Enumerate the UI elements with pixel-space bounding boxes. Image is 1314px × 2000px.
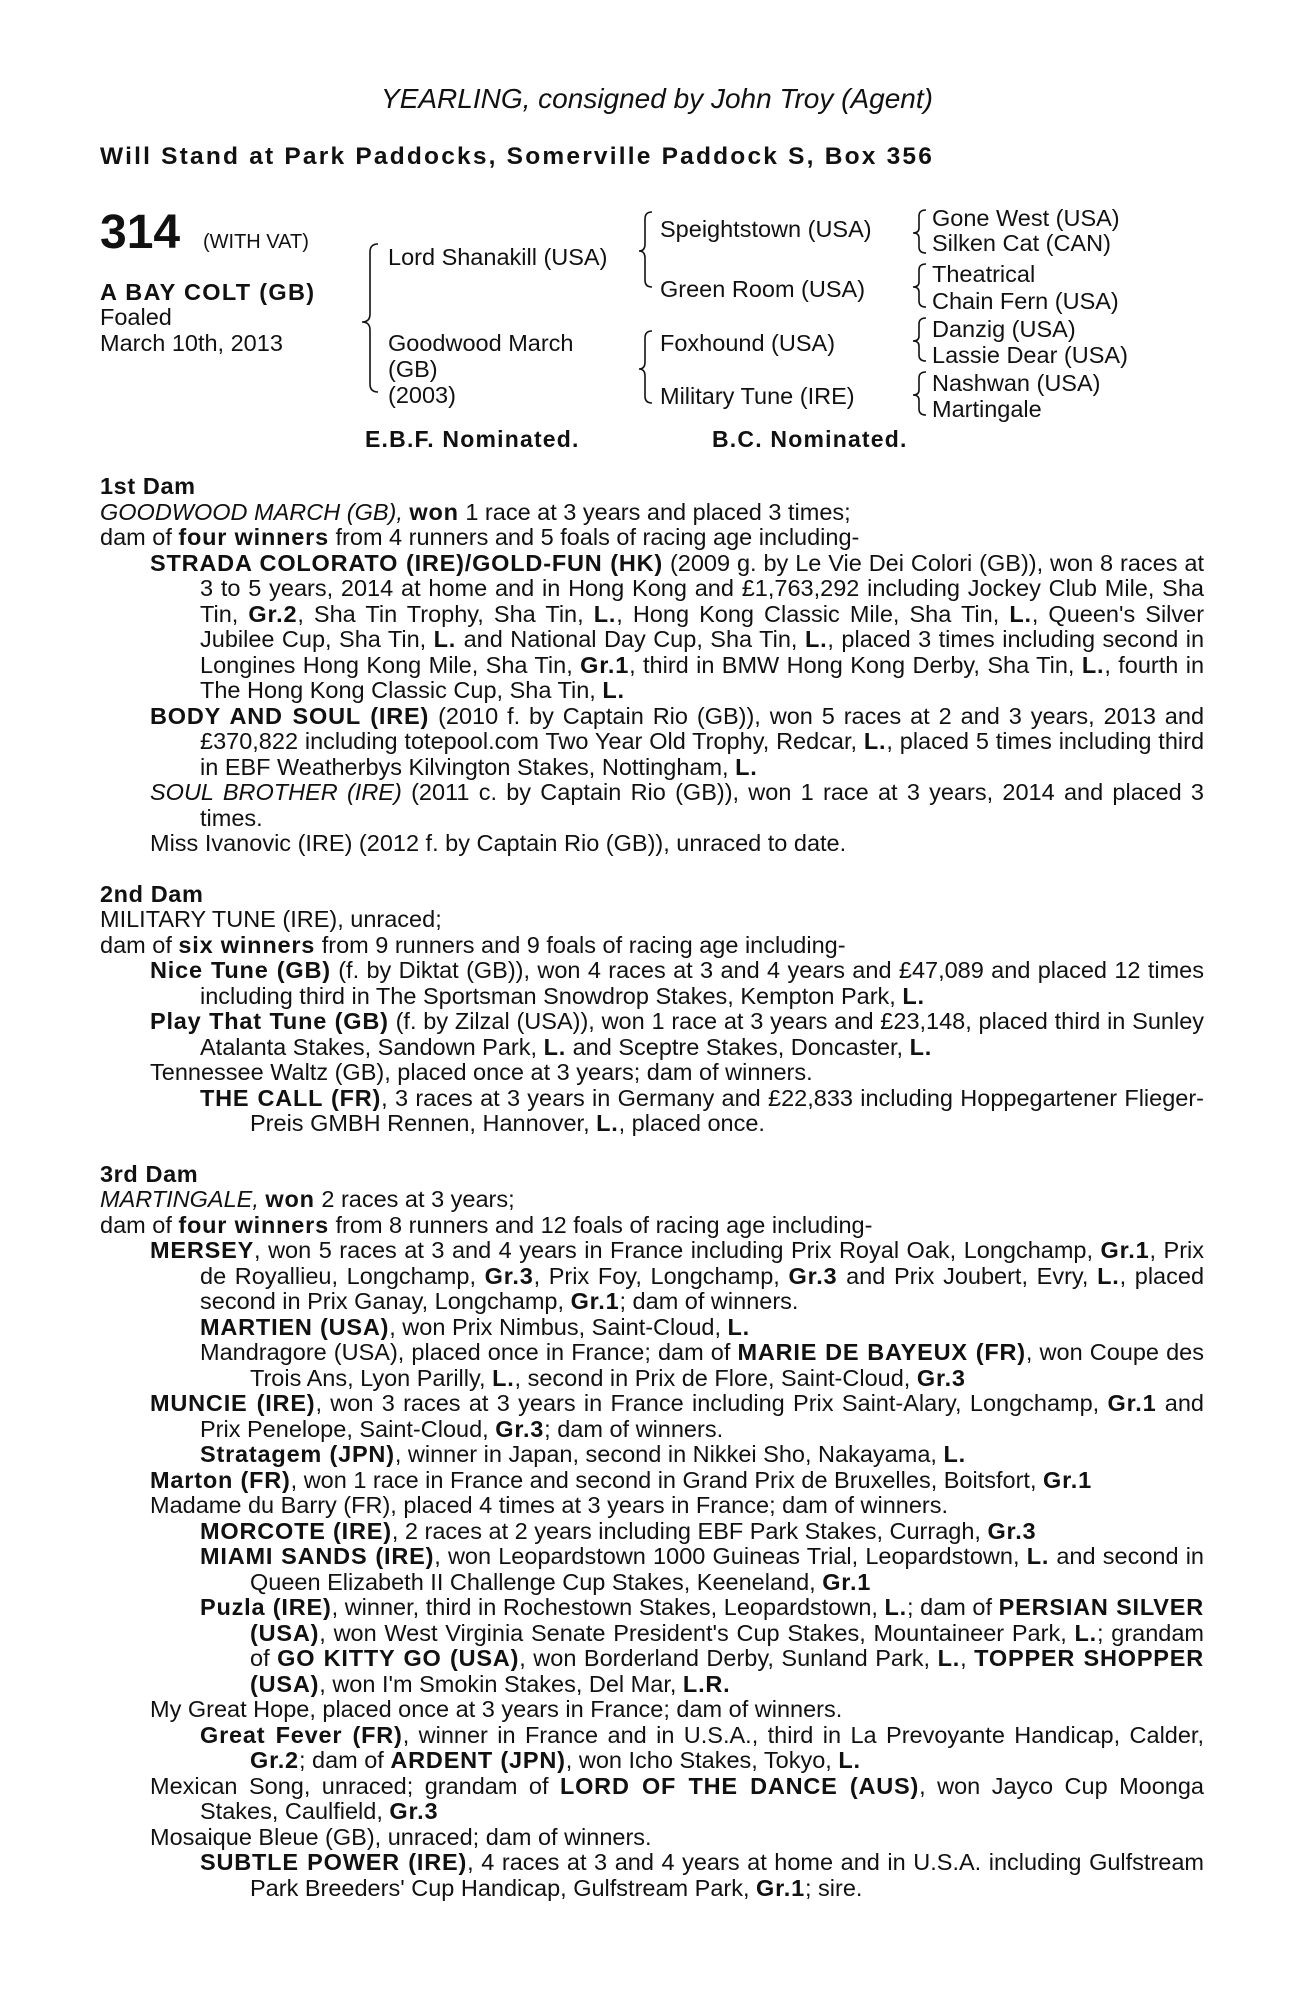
pedigree-g5: Danzig (USA) bbox=[932, 316, 1076, 342]
produce-entry bbox=[100, 1519, 1204, 1545]
grade: L. bbox=[1081, 651, 1105, 678]
race-text: and Sceptre Stakes, Doncaster, bbox=[572, 1033, 904, 1060]
race-text: , won Jayco Cup Moonga Stakes, Caulfield, bbox=[200, 1772, 1205, 1824]
horse-name: STRADA COLORATO (IRE)/GOLD-FUN (HK) bbox=[150, 549, 664, 576]
grade: Gr.1 bbox=[570, 1288, 620, 1314]
pedigree-sire: Lord Shanakill (USA) bbox=[388, 244, 608, 270]
produce-record bbox=[100, 474, 1204, 1901]
race-text: , bbox=[960, 1645, 967, 1671]
race-text: , second in Prix de Flore, Saint-Cloud, bbox=[514, 1364, 911, 1391]
pedigree-sire-sire: Speightstown (USA) bbox=[660, 216, 872, 242]
horse-name: Marton (FR) bbox=[150, 1466, 291, 1493]
grade: L. bbox=[884, 1594, 908, 1620]
pedigree-g8: Martingale bbox=[932, 396, 1042, 422]
race-text: , Prix Foy, Longchamp, bbox=[533, 1262, 780, 1289]
third-dam-produce-line bbox=[100, 1213, 1204, 1239]
horse-name: Stratagem (JPN) bbox=[200, 1441, 395, 1467]
race-text: , won 5 races at 3 and 4 years in France including Prix Royal Oak, Longchamp, bbox=[254, 1237, 1094, 1263]
pedigree-g2: Silken Cat (CAN) bbox=[932, 230, 1111, 256]
horse-name: TOPPER SHOPPER (USA) bbox=[250, 1645, 1205, 1697]
pedigree-dam-line2: (GB) bbox=[388, 356, 438, 382]
produce-entry bbox=[100, 1315, 1204, 1341]
produce-entry bbox=[100, 551, 1204, 704]
dam-of: dam of bbox=[100, 524, 172, 550]
foals-summary: from 9 runners and 9 foals of racing age including- bbox=[321, 931, 846, 958]
pedigree-g6: Lassie Dear (USA) bbox=[932, 342, 1128, 368]
race-text: , winner, third in Rochestown Stakes, Leopardstown, bbox=[331, 1594, 878, 1620]
horse-name: Puzla (IRE) bbox=[200, 1594, 332, 1620]
grade: L. bbox=[804, 626, 828, 652]
grade: Gr.3 bbox=[788, 1262, 838, 1289]
third-dam-record: 2 races at 3 years; bbox=[321, 1186, 515, 1212]
grade: L. bbox=[1009, 600, 1032, 627]
pedigree-g7: Nashwan (USA) bbox=[932, 370, 1101, 396]
horse-name: MIAMI SANDS (IRE) bbox=[200, 1543, 435, 1569]
consignor-line: YEARLING, consigned by John Troy (Agent) bbox=[381, 83, 933, 114]
horse-name: MUNCIE (IRE) bbox=[150, 1390, 316, 1416]
race-text: and Prix Penelope, Saint-Cloud, bbox=[200, 1390, 1204, 1442]
grade: Gr.3 bbox=[389, 1798, 439, 1824]
second-dam-produce-line bbox=[100, 933, 1204, 959]
horse-name: MARTIEN (USA) bbox=[200, 1313, 390, 1340]
race-text: , 4 races at 3 and 4 years at home and in U.S.A. including Gulfstream Park Breeders' Cup Handicap, Gulfstream Park, bbox=[250, 1849, 1204, 1901]
produce-entry bbox=[100, 704, 1204, 781]
race-text: (f. by Zilzal (USA)), won 1 race at 3 years and £23,148, placed third in Sunley Atalanta Stakes, Sandown Park, bbox=[200, 1008, 1205, 1060]
first-dam-name: GOODWOOD MARCH (GB), bbox=[100, 498, 403, 525]
produce-entry bbox=[100, 1723, 1204, 1774]
race-text: (f. by Diktat (GB)), won 4 races at 3 and 4 years and £47,089 and placed 12 times including third in The Sportsman Snowdrop Stakes, Kempton Park, bbox=[200, 957, 1204, 1009]
produce-entry bbox=[100, 1442, 1204, 1468]
second-dam-heading: 2nd Dam bbox=[100, 880, 204, 907]
produce-entry bbox=[100, 780, 1204, 831]
won-label: won bbox=[265, 1186, 315, 1212]
horse-name: THE CALL (FR) bbox=[200, 1084, 382, 1111]
race-text: (2009 g. by Le Vie Dei Colori (GB)), won 8 races at 3 to 5 years, 2014 at home and in Hong Kong and £1,763,292 including Jockey Club Mile, Sha Tin, bbox=[200, 549, 1205, 627]
pedigree-g3: Theatrical bbox=[932, 261, 1036, 287]
race-text: , placed 5 times including third in EBF Weatherbys Kilvington Stakes, Nottingham, bbox=[200, 728, 1205, 780]
grade: L. bbox=[492, 1364, 515, 1391]
race-text: and second in Queen Elizabeth II Challenge Cup Stakes, Keeneland, bbox=[250, 1543, 1204, 1595]
race-text: , won I'm Smokin Stakes, Del Mar, bbox=[319, 1670, 677, 1697]
second-dam-line: MILITARY TUNE (IRE), unraced; bbox=[100, 906, 442, 932]
foals-summary: from 8 runners and 12 foals of racing age including- bbox=[335, 1211, 873, 1238]
produce-entry bbox=[100, 1544, 1204, 1595]
race-text: , 3 races at 3 years in Germany and £22,833 including Hoppegartener Flieger-Preis GMBH Rennen, Hannover, bbox=[250, 1084, 1204, 1136]
horse-name: Nice Tune (GB) bbox=[150, 957, 331, 983]
third-dam-line bbox=[100, 1187, 1204, 1213]
won-label: won bbox=[409, 498, 459, 525]
pedigree-g1: Gone West (USA) bbox=[932, 205, 1120, 231]
produce-entry bbox=[100, 958, 1204, 1009]
produce-entry bbox=[100, 1774, 1204, 1825]
race-text: , placed once. bbox=[618, 1110, 765, 1136]
winner-count: six winners bbox=[178, 931, 316, 958]
horse-name: MERSEY bbox=[150, 1237, 255, 1263]
grade: L. bbox=[1026, 1543, 1050, 1569]
produce-entry bbox=[100, 1086, 1204, 1137]
grade: Gr.1 bbox=[1100, 1237, 1150, 1263]
race-text: ; dam of winners. bbox=[544, 1415, 724, 1442]
first-dam-record: 1 race at 3 years and placed 3 times; bbox=[465, 498, 851, 525]
pedigree-dam-line3: (2003) bbox=[388, 382, 456, 408]
first-dam-produce-line bbox=[100, 525, 1204, 551]
horse-name: BODY AND SOUL (IRE) bbox=[150, 702, 430, 729]
race-text: , winner in Japan, second in Nikkei Sho, Nakayama, bbox=[394, 1441, 937, 1467]
first-dam-line bbox=[100, 500, 1204, 526]
produce-entry bbox=[100, 1850, 1204, 1901]
produce-entry: Madame du Barry (FR), placed 4 times at 3 years in France; dam of winners. bbox=[150, 1492, 949, 1518]
grade: L. bbox=[909, 1033, 933, 1060]
race-text: , won 3 races at 3 years in France including Prix Saint-Alary, Longchamp, bbox=[315, 1390, 1100, 1416]
grade: Gr.1 bbox=[756, 1874, 805, 1901]
race-text: , Sha Tin Trophy, Sha Tin, bbox=[297, 600, 584, 627]
pedigree-g4: Chain Fern (USA) bbox=[932, 288, 1119, 314]
grade: Gr.2 bbox=[248, 600, 298, 627]
produce-entry bbox=[100, 1238, 1204, 1315]
race-text: , won Borderland Derby, Sunland Park, bbox=[519, 1645, 931, 1671]
race-text: , 2 races at 2 years including EBF Park Stakes, Curragh, bbox=[391, 1517, 981, 1544]
grade: Gr.3 bbox=[495, 1415, 545, 1442]
race-text: ; dam of winners. bbox=[619, 1288, 799, 1314]
grade: L. bbox=[735, 753, 758, 780]
first-dam-heading: 1st Dam bbox=[100, 473, 196, 499]
foaled-date: March 10th, 2013 bbox=[100, 330, 283, 356]
race-text: and National Day Cup, Sha Tin, bbox=[463, 626, 798, 652]
horse-name: SUBTLE POWER (IRE) bbox=[200, 1849, 468, 1875]
grade: L.R. bbox=[682, 1670, 731, 1697]
race-text: , fourth in The Hong Kong Classic Cup, Sha Tin, bbox=[200, 651, 1205, 703]
race-text: , third in BMW Hong Kong Derby, Sha Tin, bbox=[629, 651, 1075, 678]
grade: Gr.3 bbox=[484, 1262, 534, 1289]
pedigree-dam-line1: Goodwood March bbox=[388, 330, 574, 356]
produce-entry bbox=[100, 1595, 1204, 1697]
grade: Gr.3 bbox=[916, 1364, 966, 1391]
horse-name: Great Fever (FR) bbox=[200, 1721, 403, 1748]
bc-nominated: B.C. Nominated. bbox=[712, 426, 908, 452]
race-text: ; sire. bbox=[804, 1874, 863, 1901]
horse-name: SOUL BROTHER (IRE) bbox=[150, 779, 402, 805]
horse-name: MARIE DE BAYEUX (FR) bbox=[737, 1339, 1026, 1365]
grade: L. bbox=[1074, 1619, 1097, 1646]
pedigree-sire-dam: Green Room (USA) bbox=[660, 276, 866, 302]
lot-description: A BAY COLT (GB) bbox=[100, 279, 316, 305]
third-dam-name: MARTINGALE, bbox=[100, 1186, 259, 1212]
race-text: , placed 3 times including second in Longines Hong Kong Mile, Sha Tin, bbox=[200, 626, 1205, 678]
foaled-label: Foaled bbox=[100, 304, 172, 330]
produce-entry bbox=[100, 1340, 1204, 1391]
race-text: ; dam of bbox=[298, 1747, 384, 1773]
race-text: , Prix de Royallieu, Longchamp, bbox=[200, 1237, 1204, 1289]
horse-name: GO KITTY GO (USA) bbox=[277, 1645, 520, 1671]
race-text: , won 1 race in France and second in Grand Prix de Bruxelles, Boitsfort, bbox=[290, 1466, 1037, 1493]
produce-entry: Mosaique Bleue (GB), unraced; dam of winners. bbox=[150, 1823, 652, 1850]
produce-entry: My Great Hope, placed once at 3 years in France; dam of winners. bbox=[150, 1696, 843, 1722]
race-text: and Prix Joubert, Evry, bbox=[846, 1262, 1089, 1289]
race-text: , won West Virginia Senate President's Cup Stakes, Mountaineer Park, bbox=[319, 1619, 1067, 1646]
race-text: , won Icho Stakes, Tokyo, bbox=[565, 1747, 832, 1773]
race-text: , placed second in Prix Ganay, Longchamp, bbox=[200, 1262, 1205, 1314]
grade: Gr.1 bbox=[580, 651, 630, 678]
foals-summary: from 4 runners and 5 foals of racing age including- bbox=[335, 524, 860, 550]
grade: Gr.3 bbox=[987, 1517, 1037, 1544]
dam-of: dam of bbox=[100, 1211, 172, 1238]
horse-name: MORCOTE (IRE) bbox=[200, 1517, 392, 1544]
winner-count: four winners bbox=[178, 1211, 329, 1238]
race-text: Mandragore (USA), placed once in France; dam of bbox=[200, 1339, 731, 1365]
grade: L. bbox=[902, 982, 925, 1009]
ebf-nominated: E.B.F. Nominated. bbox=[365, 426, 580, 452]
race-text: , won Prix Nimbus, Saint-Cloud, bbox=[389, 1313, 721, 1340]
grade: Gr.1 bbox=[1043, 1466, 1092, 1493]
winner-count: four winners bbox=[178, 524, 329, 550]
produce-entry bbox=[100, 1468, 1204, 1494]
lot-number: 314 bbox=[100, 206, 181, 259]
race-text: (2010 f. by Captain Rio (GB)), won 5 races at 2 and 3 years, 2013 and £370,822 including totepool.com Two Year Old Trophy, Redcar, bbox=[200, 702, 1205, 754]
horse-name: Play That Tune (GB) bbox=[150, 1008, 389, 1034]
pedigree-dam-sire: Foxhound (USA) bbox=[660, 330, 836, 356]
race-text: Mexican Song, unraced; grandam of bbox=[150, 1772, 549, 1799]
grade: Gr.1 bbox=[1107, 1390, 1157, 1416]
produce-entry bbox=[100, 1391, 1204, 1442]
grade: Gr.1 bbox=[822, 1568, 872, 1595]
horse-name: PERSIAN SILVER (USA) bbox=[250, 1594, 1205, 1646]
grade: L. bbox=[937, 1645, 961, 1671]
vat-note: (WITH VAT) bbox=[203, 231, 309, 253]
produce-entry: Miss Ivanovic (IRE) (2012 f. by Captain Rio (GB)), unraced to date. bbox=[150, 830, 847, 856]
grade: Gr.2 bbox=[250, 1747, 299, 1773]
race-text: , Hong Kong Classic Mile, Sha Tin, bbox=[616, 600, 1000, 627]
grade: L. bbox=[543, 1033, 567, 1060]
grade: L. bbox=[1097, 1262, 1120, 1289]
race-text: , won Leopardstown 1000 Guineas Trial, Leopardstown, bbox=[434, 1543, 1020, 1569]
grade: L. bbox=[727, 1313, 750, 1340]
grade: L. bbox=[596, 1110, 619, 1136]
race-text: , winner in France and in U.S.A., third in La Prevoyante Handicap, Calder, bbox=[402, 1721, 1204, 1748]
race-text: , Queen's Silver Jubilee Cup, Sha Tin, bbox=[200, 600, 1205, 652]
produce-entry: Tennessee Waltz (GB), placed once at 3 years; dam of winners. bbox=[150, 1059, 813, 1085]
race-text: (2011 c. by Captain Rio (GB)), won 1 race at 3 years, 2014 and placed 3 times. bbox=[200, 779, 1204, 831]
race-text: , won Coupe des Trois Ans, Lyon Parilly, bbox=[250, 1339, 1204, 1391]
race-text: ; dam of bbox=[907, 1594, 993, 1620]
grade: L. bbox=[838, 1747, 861, 1773]
grade: L. bbox=[593, 600, 617, 627]
stand-location: Will Stand at Park Paddocks, Somerville Paddock S, Box 356 bbox=[100, 143, 935, 170]
grade: L. bbox=[943, 1441, 966, 1467]
race-text: ; grandam of bbox=[250, 1619, 1205, 1671]
grade: L. bbox=[602, 677, 625, 703]
pedigree-dam-dam: Military Tune (IRE) bbox=[660, 383, 855, 409]
dam-of: dam of bbox=[100, 931, 172, 958]
horse-name: LORD OF THE DANCE (AUS) bbox=[559, 1772, 920, 1799]
grade: L. bbox=[433, 626, 457, 652]
produce-entry bbox=[100, 1009, 1204, 1060]
horse-name: ARDENT (JPN) bbox=[390, 1747, 566, 1773]
third-dam-heading: 3rd Dam bbox=[100, 1160, 199, 1187]
grade: L. bbox=[863, 728, 887, 754]
